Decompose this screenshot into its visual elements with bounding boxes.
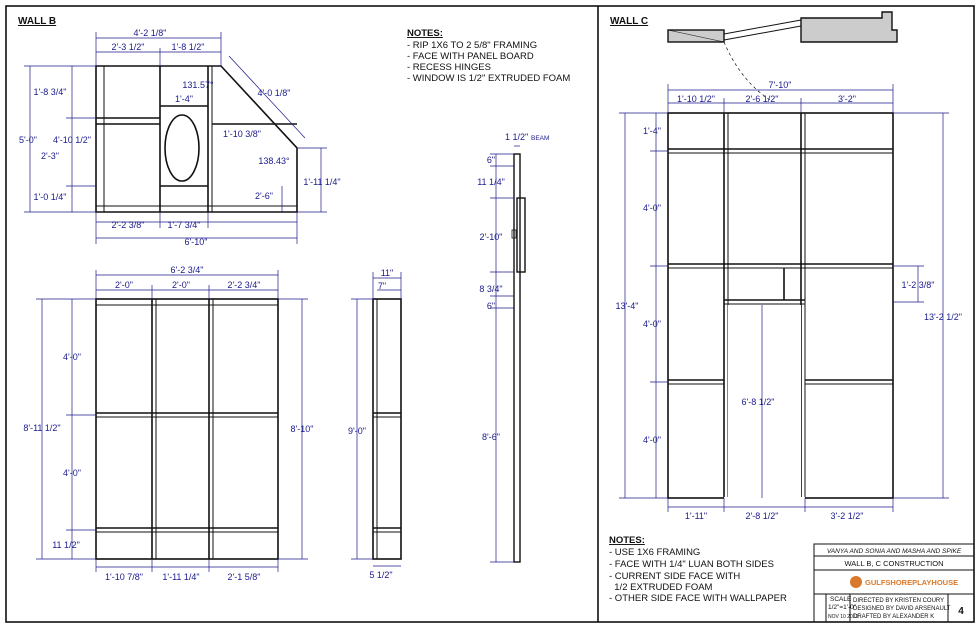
- dim-b2-left-mid: 4'-0": [63, 468, 81, 478]
- dim-b2-left-bottom: 11 1/2": [52, 540, 80, 550]
- dim-b-right-small: 2'-6": [255, 191, 273, 201]
- section-beam-label: BEAM: [531, 135, 550, 142]
- dim-c-right-overall: 13'-2 1/2": [924, 312, 962, 322]
- dim-b2-left-overall: 8'-11 1/2": [23, 423, 61, 433]
- dim-b-angle-1: 131.57°: [182, 80, 214, 90]
- dim-c-left-top: 1'-4": [643, 126, 661, 136]
- dim-c-left-b: 4'-0": [643, 319, 661, 329]
- dim-c-left-c: 4'-0": [643, 435, 661, 445]
- dim-b2-bottom2: 1'-11 1/4": [162, 572, 200, 582]
- title-block-plate: 4: [958, 606, 964, 617]
- dim-b2-col1: 2'-0": [115, 280, 133, 290]
- dim-b-slope: 4'-0 1/8": [257, 88, 291, 98]
- notes-c-line: - OTHER SIDE FACE WITH WALLPAPER: [609, 593, 787, 604]
- dim-c-left-a: 4'-0": [643, 203, 661, 213]
- dim-b-right-overall: 1'-11 1/4": [303, 177, 341, 187]
- title-block-sheet-title: WALL B, C CONSTRUCTION: [844, 559, 944, 568]
- dim-section-beam: 1 1/2": [505, 132, 529, 142]
- dim-side-height: 9'-0": [348, 426, 366, 436]
- dim-section-d1: 6": [486, 155, 496, 165]
- wall-b-section: [512, 154, 525, 562]
- notes-c-line: 1/2 EXTRUDED FOAM: [609, 582, 713, 593]
- title-block-directed-by: DIRECTED BY KRISTEN COURY: [853, 598, 945, 604]
- dim-b-left-overall: 5'-0": [19, 135, 37, 145]
- notes-c-line: - CURRENT SIDE FACE WITH: [609, 571, 741, 582]
- dim-section-d2: 11 1/4": [477, 177, 505, 187]
- notes-c-heading: NOTES:: [609, 535, 645, 546]
- dim-b-top-right: 1'-8 1/2": [171, 42, 205, 52]
- title-block-drafted-by: DRAFTED BY ALEXANDER K: [853, 614, 935, 620]
- notes-b-line: - RECESS HINGES: [407, 62, 491, 73]
- dim-c-bottom3: 3'-2 1/2": [830, 511, 864, 521]
- wall-c-title: WALL C: [610, 16, 649, 27]
- title-block-scale-value: 1/2"=1'-0": [828, 604, 857, 611]
- wall-b-lower-dimensions: [36, 270, 308, 572]
- wall-b-title: WALL B: [18, 16, 57, 27]
- dim-b-left-mid: 2'-3": [41, 151, 59, 161]
- dim-b-left-inner: 4'-10 1/2": [53, 135, 91, 145]
- dim-c-right-small: 1'-2 3/8": [901, 280, 935, 290]
- dim-b-left-bottom: 1'-0 1/4": [33, 192, 67, 202]
- notes-b-line: - RIP 1X6 TO 2 5/8" FRAMING: [407, 40, 538, 51]
- dim-b2-col3: 2'-2 3/4": [227, 280, 261, 290]
- dim-b2-bottom1: 1'-10 7/8": [105, 572, 143, 582]
- dim-side-top-outer: 11": [380, 268, 394, 278]
- dim-section-d5: 6": [486, 301, 496, 311]
- logo-mark: [850, 576, 862, 588]
- dim-side-top-inner: 7": [377, 281, 387, 291]
- title-block-date: NOV 10 2013: [828, 614, 859, 620]
- dim-b2-left-top: 4'-0": [63, 352, 81, 362]
- dim-b-bottom-right: 1'-7 3/4": [167, 220, 201, 230]
- title-block-scale-label: SCALE: [830, 596, 852, 603]
- notes-b-line: - WINDOW IS 1/2" EXTRUDED FOAM: [407, 73, 571, 84]
- notes-b-line: - FACE WITH PANEL BOARD: [407, 51, 534, 62]
- dim-c-bottom1: 1'-11": [684, 511, 708, 521]
- notes-wall-c: [609, 535, 787, 604]
- dim-c-top-overall: 7'-10": [768, 80, 792, 90]
- wall-b-section-dimensions: [490, 146, 520, 562]
- dim-b-inner-width: 1'-4": [175, 94, 193, 104]
- wall-b-side-dimensions: [351, 272, 401, 566]
- dim-c-left-overall: 13'-4": [615, 301, 639, 311]
- notes-b-heading: NOTES:: [407, 28, 443, 39]
- dim-b-top-left: 2'-3 1/2": [111, 42, 145, 52]
- dim-b-bottom-overall: 6'-10": [184, 237, 208, 247]
- dim-b-right-inner: 1'-10 3/8": [223, 129, 261, 139]
- title-block-designed-by: DESIGNED BY DAVID ARSENAULT: [853, 606, 951, 612]
- dim-section-d4: 8 3/4": [479, 284, 503, 294]
- dim-side-bottom: 5 1/2": [369, 570, 393, 580]
- dim-b-bottom-left: 2'-2 3/8": [111, 220, 145, 230]
- dim-b-top-overall: 4'-2 1/8": [133, 28, 167, 38]
- dim-b2-bottom3: 2'-1 5/8": [227, 572, 261, 582]
- notes-c-line: - USE 1X6 FRAMING: [609, 547, 701, 558]
- dim-b2-top-overall: 6'-2 3/4": [170, 265, 204, 275]
- wall-b-lower-elevation: [96, 299, 278, 559]
- dim-c-door-height: 6'-8 1/2": [741, 397, 775, 407]
- dim-c-col2: 2'-6 1/2": [745, 94, 779, 104]
- dim-b-left-top: 1'-8 3/4": [33, 87, 67, 97]
- logo-text: GULFSHOREPLAYHOUSE: [865, 578, 959, 587]
- notes-c-line: - FACE WITH 1/4" LUAN BOTH SIDES: [609, 559, 774, 570]
- dim-c-col3: 3'-2": [838, 94, 856, 104]
- dim-c-col1: 1'-10 1/2": [677, 94, 715, 104]
- logo: [850, 576, 958, 588]
- dim-b2-col2: 2'-0": [172, 280, 190, 290]
- dim-c-bottom2: 2'-8 1/2": [745, 511, 779, 521]
- dim-section-d6: 8'-6": [482, 432, 500, 442]
- notes-wall-b: [407, 28, 570, 84]
- dim-b-angle-2: 138.43°: [258, 156, 290, 166]
- dim-section-d3: 2'-10": [479, 232, 503, 242]
- wall-b-side-view: [373, 299, 401, 559]
- dim-b2-right-overall: 8'-10": [290, 424, 314, 434]
- title-block-show: VANYA AND SONIA AND MASHA AND SPIKE: [826, 548, 962, 555]
